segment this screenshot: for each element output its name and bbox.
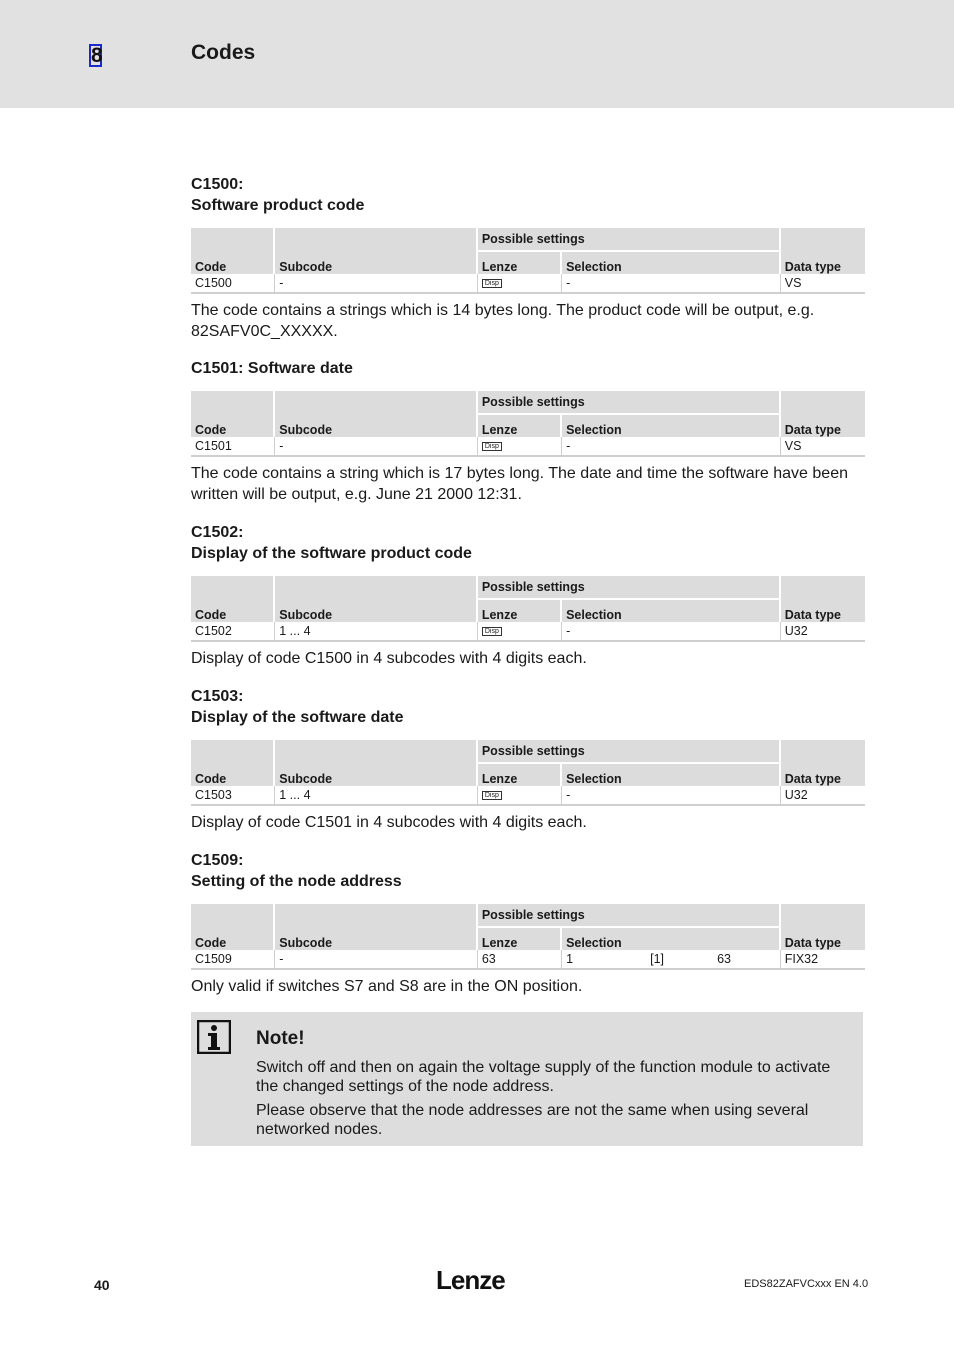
cell-data-type: U32 xyxy=(781,622,865,642)
cell-code: C1502 xyxy=(191,622,275,642)
col-lenze: Lenze xyxy=(478,252,562,274)
col-subcode: Subcode xyxy=(275,904,478,950)
page-number: 40 xyxy=(94,1277,110,1293)
col-data-type: Data type xyxy=(781,904,865,950)
col-possible-settings: Possible settings xyxy=(478,391,781,415)
info-icon xyxy=(197,1020,231,1054)
col-subcode: Subcode xyxy=(275,576,478,622)
section-description: The code contains a string which is 17 bytes long. The date and time the software have been written will be output, e.g. June 21 2000 12:31. xyxy=(191,465,848,503)
cell-data-type: VS xyxy=(781,437,865,457)
col-lenze: Lenze xyxy=(478,415,562,437)
section-title: C1503: xyxy=(191,688,244,705)
col-possible-settings: Possible settings xyxy=(478,228,781,252)
col-data-type: Data type xyxy=(781,576,865,622)
col-selection: Selection xyxy=(562,415,781,437)
section-description: Only valid if switches S7 and S8 are in the ON position. xyxy=(191,978,583,995)
col-data-type: Data type xyxy=(781,391,865,437)
table-row xyxy=(191,437,865,457)
col-selection: Selection xyxy=(562,928,781,950)
cell-lenze xyxy=(478,622,562,642)
col-lenze: Lenze xyxy=(478,600,562,622)
section-title: C1502: xyxy=(191,524,244,541)
selection-max: 63 xyxy=(717,952,731,966)
disp-icon: Disp xyxy=(482,627,502,636)
cell-data-type: U32 xyxy=(781,786,865,806)
col-subcode: Subcode xyxy=(275,740,478,786)
cell-lenze xyxy=(478,437,562,457)
note-body xyxy=(256,1058,856,1144)
table-row xyxy=(191,950,865,970)
section-subtitle: Display of the software date xyxy=(191,709,404,726)
table-row xyxy=(191,274,865,294)
col-selection: Selection xyxy=(562,252,781,274)
section-c1502 xyxy=(191,522,863,669)
section-description: The code contains a strings which is 14 bytes long. The product code will be output, e.g. 82SAFV0C_XXXXX. xyxy=(191,302,815,340)
section-c1509 xyxy=(191,850,863,997)
note-paragraph: Switch off and then on again the voltage supply of the function module to activate the changed settings of the node address. xyxy=(256,1059,831,1095)
col-lenze: Lenze xyxy=(478,928,562,950)
col-data-type: Data type xyxy=(781,740,865,786)
cell-subcode: 1 ... 4 xyxy=(275,786,478,806)
col-code: Code xyxy=(191,391,275,437)
code-table xyxy=(191,904,865,970)
cell-lenze: 63 xyxy=(478,950,562,970)
table-row xyxy=(191,622,865,642)
cell-subcode: 1 ... 4 xyxy=(275,622,478,642)
code-table xyxy=(191,228,865,294)
code-table xyxy=(191,740,865,806)
chapter-title: Codes xyxy=(191,41,256,64)
cell-selection: - xyxy=(562,274,781,294)
cell-lenze xyxy=(478,786,562,806)
section-title: C1500: xyxy=(191,176,244,193)
section-description: Display of code C1501 in 4 subcodes with 4 digits each. xyxy=(191,814,587,831)
section-c1503 xyxy=(191,686,863,833)
col-subcode: Subcode xyxy=(275,391,478,437)
cell-lenze xyxy=(478,274,562,294)
col-code: Code xyxy=(191,228,275,274)
cell-subcode: - xyxy=(275,950,478,970)
col-code: Code xyxy=(191,740,275,786)
disp-icon: Disp xyxy=(482,279,502,288)
section-subtitle: Setting of the node address xyxy=(191,873,402,890)
cell-subcode: - xyxy=(275,437,478,457)
cell-selection: - xyxy=(562,622,781,642)
cell-subcode: - xyxy=(275,274,478,294)
cell-selection: - xyxy=(562,786,781,806)
cell-data-type: VS xyxy=(781,274,865,294)
note-paragraph: Please observe that the node addresses are not the same when using several networked nodes. xyxy=(256,1102,809,1138)
cell-code: C1501 xyxy=(191,437,275,457)
page-header xyxy=(0,0,954,108)
lenze-logo: Lenze xyxy=(436,1265,505,1295)
selection-min: 1 xyxy=(566,952,574,966)
section-subtitle: Display of the software product code xyxy=(191,545,472,562)
disp-icon: Disp xyxy=(482,791,502,800)
col-subcode: Subcode xyxy=(275,228,478,274)
note-title: Note! xyxy=(256,1028,305,1049)
col-selection: Selection xyxy=(562,600,781,622)
cell-selection: - xyxy=(562,437,781,457)
cell-code: C1500 xyxy=(191,274,275,294)
col-lenze: Lenze xyxy=(478,764,562,786)
cell-code: C1509 xyxy=(191,950,275,970)
code-table xyxy=(191,576,865,642)
section-subtitle: Software product code xyxy=(191,197,365,214)
col-possible-settings: Possible settings xyxy=(478,576,781,600)
section-title: C1501: Software date xyxy=(191,360,353,377)
document-reference: EDS82ZAFVCxxx EN 4.0 xyxy=(744,1278,869,1290)
selection-step: [1] xyxy=(650,952,664,966)
section-title: C1509: xyxy=(191,852,244,869)
chapter-number: 8 xyxy=(91,44,103,67)
col-possible-settings: Possible settings xyxy=(478,904,781,928)
cell-selection xyxy=(562,950,781,970)
cell-code: C1503 xyxy=(191,786,275,806)
code-table xyxy=(191,391,865,457)
col-possible-settings: Possible settings xyxy=(478,740,781,764)
disp-icon: Disp xyxy=(482,442,502,451)
cell-data-type: FIX32 xyxy=(781,950,865,970)
section-description: Display of code C1500 in 4 subcodes with 4 digits each. xyxy=(191,650,587,667)
col-code: Code xyxy=(191,576,275,622)
col-data-type: Data type xyxy=(781,228,865,274)
table-row xyxy=(191,786,865,806)
section-c1501 xyxy=(191,358,863,505)
note-box xyxy=(191,1012,863,1146)
section-c1500 xyxy=(191,174,863,342)
col-code: Code xyxy=(191,904,275,950)
col-selection: Selection xyxy=(562,764,781,786)
